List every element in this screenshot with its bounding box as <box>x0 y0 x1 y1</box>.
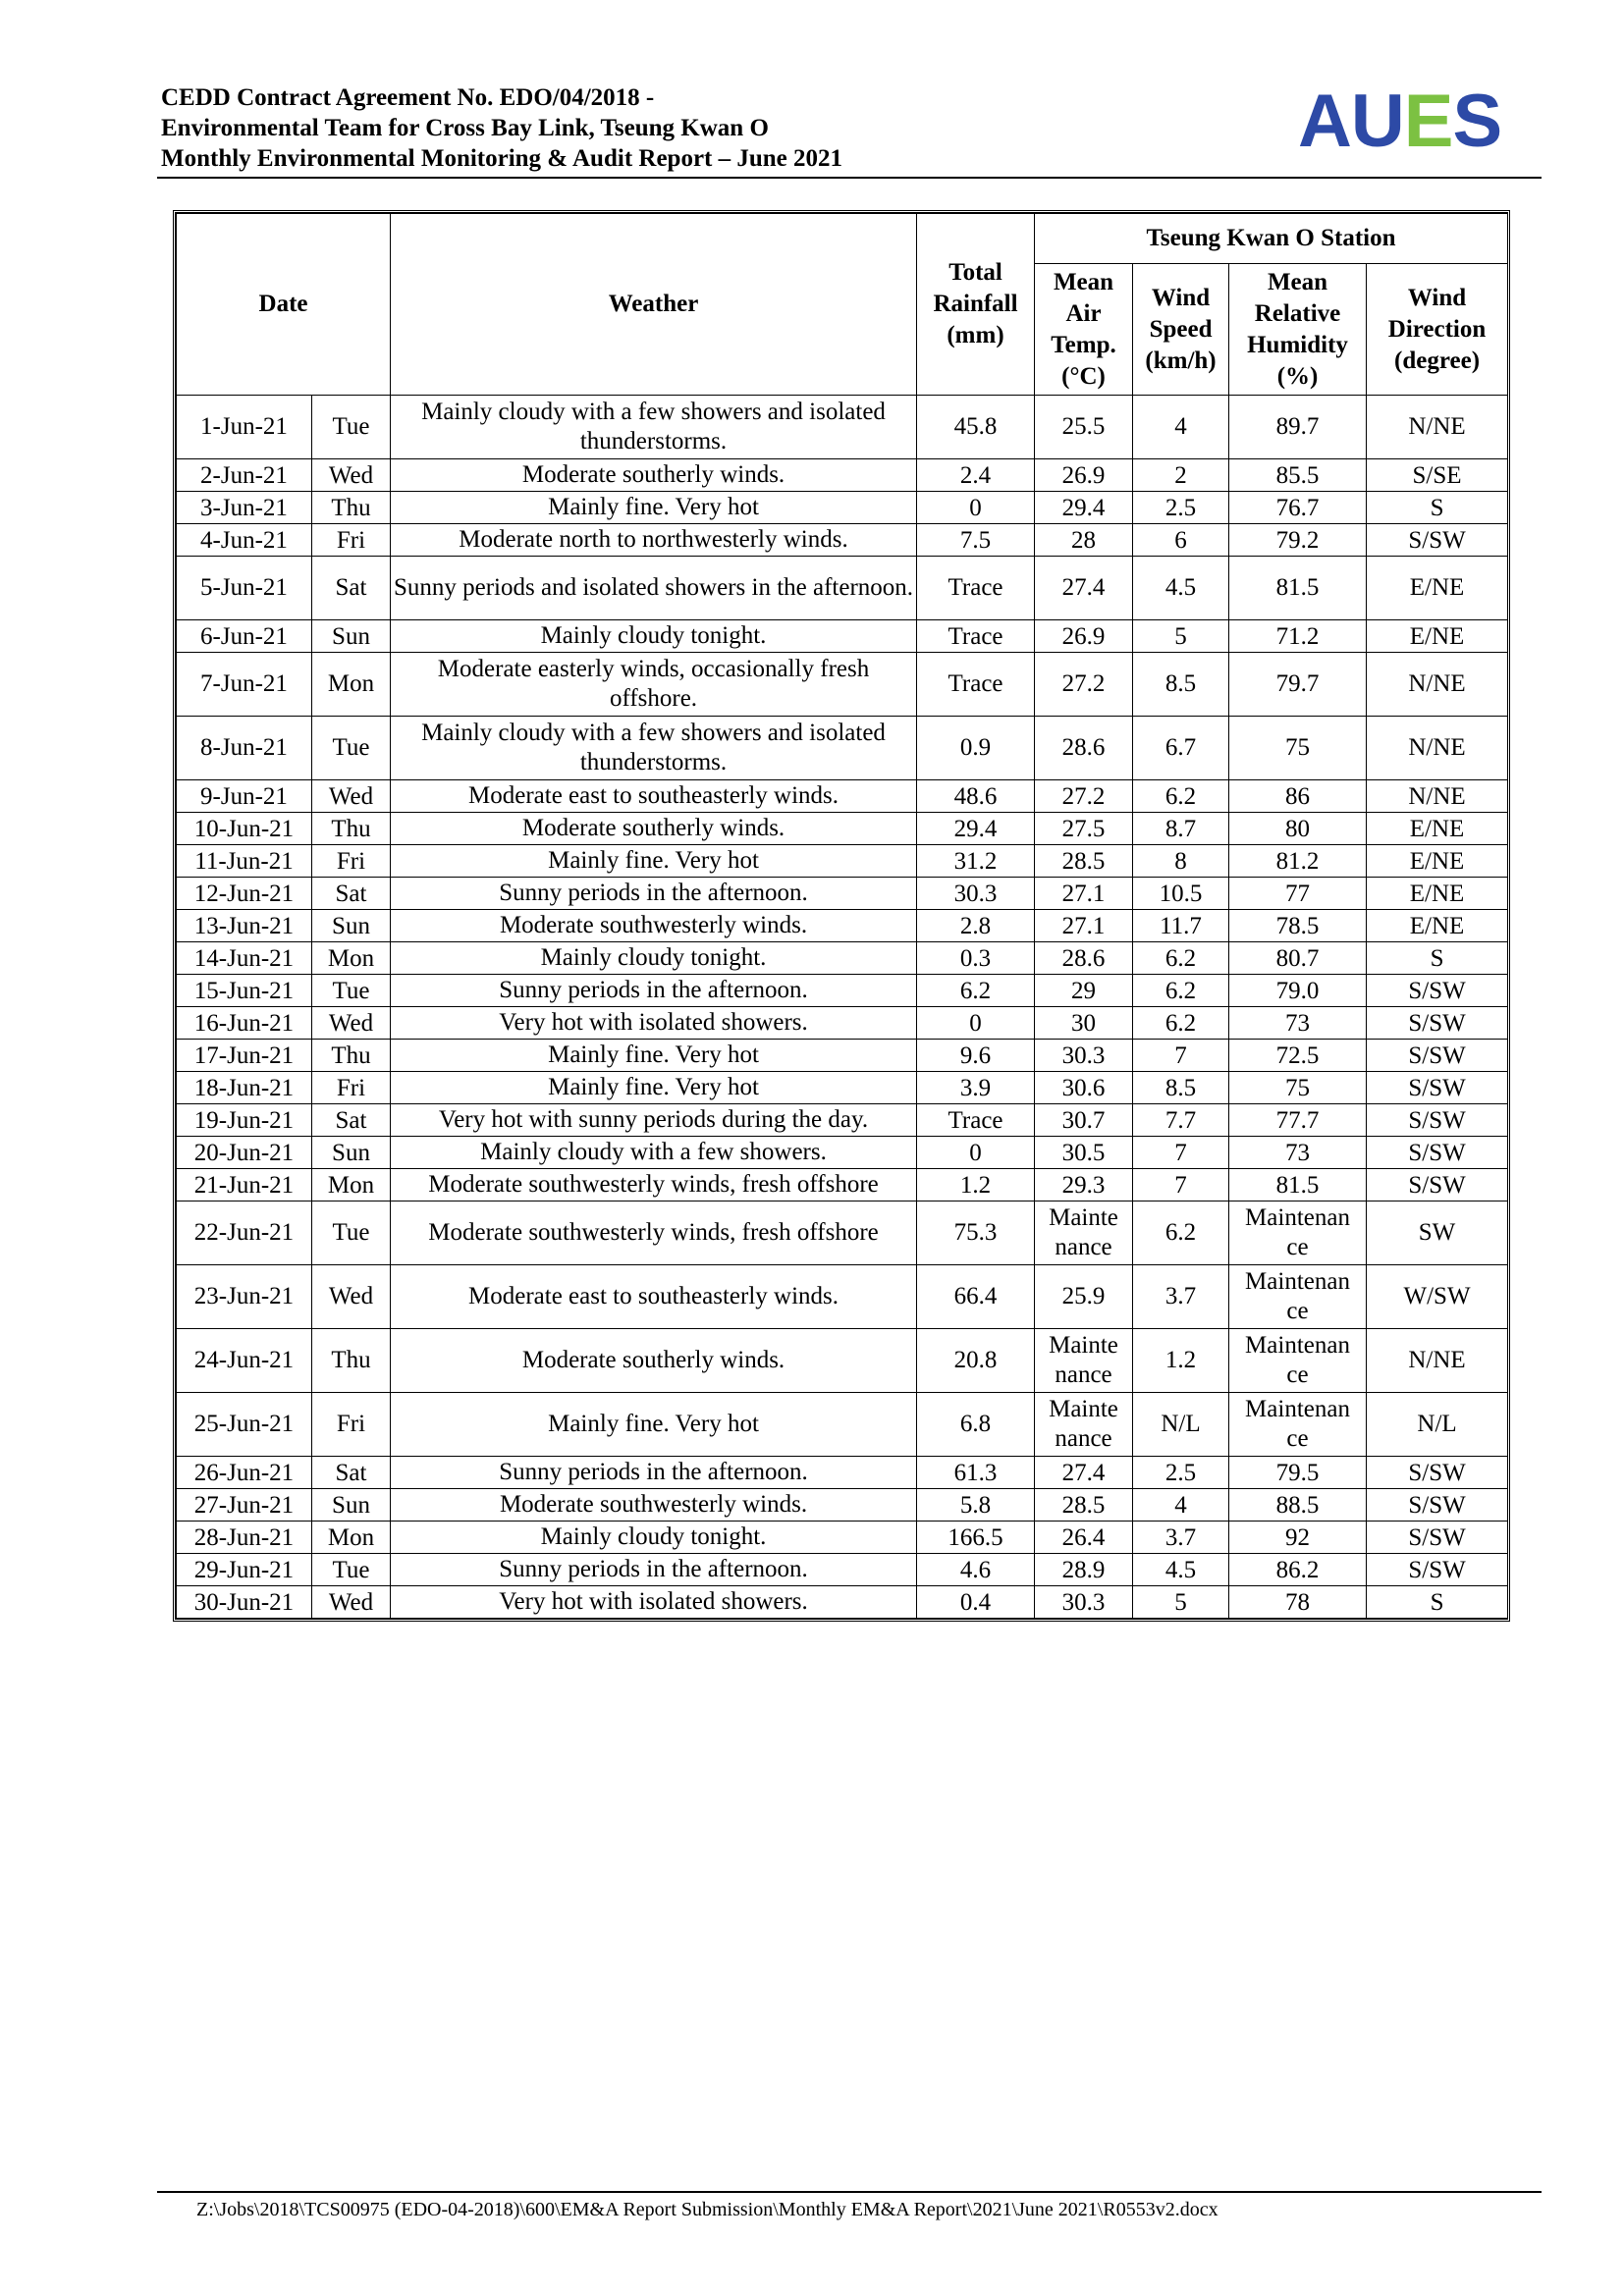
cell-temp: Mainte nance <box>1035 1393 1133 1457</box>
cell-temp: 28.9 <box>1035 1554 1133 1586</box>
cell-date: 11-Jun-21 <box>177 845 312 878</box>
footer-divider <box>157 2191 1542 2193</box>
cell-rainfall: 166.5 <box>917 1522 1035 1554</box>
cell-temp: 28.6 <box>1035 717 1133 780</box>
cell-humidity: 77 <box>1229 878 1367 910</box>
cell-rainfall: 0.3 <box>917 942 1035 975</box>
cell-date: 24-Jun-21 <box>177 1329 312 1393</box>
team-title: Environmental Team for Cross Bay Link, Tseung Kwan O <box>161 115 769 141</box>
cell-date: 1-Jun-21 <box>177 396 312 459</box>
cell-humidity: 81.5 <box>1229 557 1367 620</box>
cell-date: 3-Jun-21 <box>177 492 312 524</box>
cell-rainfall: 61.3 <box>917 1457 1035 1489</box>
cell-day: Sat <box>312 1457 391 1489</box>
cell-weather: Sunny periods in the afternoon. <box>391 878 917 910</box>
cell-rainfall: Trace <box>917 1104 1035 1137</box>
cell-day: Sun <box>312 620 391 653</box>
cell-day: Fri <box>312 845 391 878</box>
table-row <box>177 1265 1508 1329</box>
cell-wind-speed: 6 <box>1133 524 1229 557</box>
cell-wind-speed: 6.2 <box>1133 1201 1229 1265</box>
station-header: Tseung Kwan O Station <box>1035 214 1508 264</box>
table-row <box>177 1104 1508 1137</box>
cell-day: Sat <box>312 878 391 910</box>
cell-rainfall: 31.2 <box>917 845 1035 878</box>
cell-humidity: 75 <box>1229 1072 1367 1104</box>
cell-temp: 27.1 <box>1035 910 1133 942</box>
cell-wind-direction: S/SW <box>1367 1522 1508 1554</box>
cell-weather: Moderate north to northwesterly winds. <box>391 524 917 557</box>
cell-rainfall: 5.8 <box>917 1489 1035 1522</box>
col-header-weather: Weather <box>391 214 917 396</box>
cell-day: Fri <box>312 524 391 557</box>
cell-wind-direction: S/SE <box>1367 459 1508 492</box>
table-row <box>177 459 1508 492</box>
cell-day: Fri <box>312 1393 391 1457</box>
cell-day: Wed <box>312 1265 391 1329</box>
cell-temp: 29.4 <box>1035 492 1133 524</box>
table-row <box>177 492 1508 524</box>
table-row <box>177 396 1508 459</box>
cell-temp: 30.7 <box>1035 1104 1133 1137</box>
cell-wind-direction: N/NE <box>1367 396 1508 459</box>
cell-wind-direction: S/SW <box>1367 1072 1508 1104</box>
cell-date: 23-Jun-21 <box>177 1265 312 1329</box>
cell-date: 27-Jun-21 <box>177 1489 312 1522</box>
cell-weather: Mainly cloudy with a few showers. <box>391 1137 917 1169</box>
cell-wind-direction: E/NE <box>1367 557 1508 620</box>
table-row <box>177 717 1508 780</box>
cell-day: Sat <box>312 557 391 620</box>
cell-wind-direction: E/NE <box>1367 620 1508 653</box>
cell-wind-speed: 1.2 <box>1133 1329 1229 1393</box>
cell-weather: Mainly fine. Very hot <box>391 845 917 878</box>
cell-date: 2-Jun-21 <box>177 459 312 492</box>
cell-wind-direction: S <box>1367 942 1508 975</box>
cell-wind-direction: N/L <box>1367 1393 1508 1457</box>
cell-weather: Very hot with isolated showers. <box>391 1586 917 1619</box>
cell-day: Sun <box>312 910 391 942</box>
cell-wind-direction: S/SW <box>1367 1104 1508 1137</box>
cell-wind-direction: S/SW <box>1367 1457 1508 1489</box>
cell-weather: Mainly cloudy with a few showers and isolated thunderstorms. <box>391 717 917 780</box>
cell-humidity: 92 <box>1229 1522 1367 1554</box>
cell-rainfall: Trace <box>917 557 1035 620</box>
table-row <box>177 813 1508 845</box>
col-header-wind-speed: Wind Speed (km/h) <box>1133 264 1229 396</box>
cell-day: Wed <box>312 780 391 813</box>
table-row <box>177 1169 1508 1201</box>
cell-temp: 28.6 <box>1035 942 1133 975</box>
cell-rainfall: 2.4 <box>917 459 1035 492</box>
cell-rainfall: 48.6 <box>917 780 1035 813</box>
col-header-wind-direction: Wind Direction (degree) <box>1367 264 1508 396</box>
table-row <box>177 910 1508 942</box>
cell-wind-speed: 7 <box>1133 1040 1229 1072</box>
cell-weather: Moderate east to southeasterly winds. <box>391 780 917 813</box>
cell-rainfall: 6.2 <box>917 975 1035 1007</box>
cell-rainfall: 0 <box>917 1137 1035 1169</box>
cell-rainfall: 66.4 <box>917 1265 1035 1329</box>
table-row <box>177 1586 1508 1619</box>
cell-temp: 26.9 <box>1035 620 1133 653</box>
cell-weather: Mainly cloudy tonight. <box>391 620 917 653</box>
table-row <box>177 878 1508 910</box>
cell-weather: Moderate southwesterly winds. <box>391 1489 917 1522</box>
cell-day: Fri <box>312 1072 391 1104</box>
table-row <box>177 1201 1508 1265</box>
cell-date: 21-Jun-21 <box>177 1169 312 1201</box>
cell-date: 22-Jun-21 <box>177 1201 312 1265</box>
table-row <box>177 1489 1508 1522</box>
cell-date: 30-Jun-21 <box>177 1586 312 1619</box>
cell-wind-speed: 8.5 <box>1133 653 1229 717</box>
cell-day: Mon <box>312 1169 391 1201</box>
cell-date: 8-Jun-21 <box>177 717 312 780</box>
cell-humidity: 85.5 <box>1229 459 1367 492</box>
cell-day: Thu <box>312 1040 391 1072</box>
cell-humidity: Maintenan ce <box>1229 1265 1367 1329</box>
cell-wind-direction: E/NE <box>1367 910 1508 942</box>
cell-wind-speed: 6.2 <box>1133 975 1229 1007</box>
cell-wind-speed: 6.2 <box>1133 942 1229 975</box>
cell-humidity: Maintenan ce <box>1229 1201 1367 1265</box>
cell-humidity: 78.5 <box>1229 910 1367 942</box>
cell-temp: 30 <box>1035 1007 1133 1040</box>
cell-temp: Mainte nance <box>1035 1329 1133 1393</box>
cell-wind-direction: N/NE <box>1367 653 1508 717</box>
cell-day: Thu <box>312 1329 391 1393</box>
cell-date: 17-Jun-21 <box>177 1040 312 1072</box>
cell-wind-direction: S/SW <box>1367 524 1508 557</box>
cell-wind-speed: 8.7 <box>1133 813 1229 845</box>
cell-wind-speed: 3.7 <box>1133 1522 1229 1554</box>
report-title: Monthly Environmental Monitoring & Audit Report – June 2021 <box>161 145 843 172</box>
table-row <box>177 1554 1508 1586</box>
cell-wind-direction: W/SW <box>1367 1265 1508 1329</box>
cell-wind-speed: 3.7 <box>1133 1265 1229 1329</box>
cell-wind-direction: E/NE <box>1367 813 1508 845</box>
cell-temp: 29.3 <box>1035 1169 1133 1201</box>
cell-date: 29-Jun-21 <box>177 1554 312 1586</box>
cell-wind-speed: 2.5 <box>1133 492 1229 524</box>
cell-temp: 27.4 <box>1035 557 1133 620</box>
table-row <box>177 942 1508 975</box>
cell-weather: Sunny periods in the afternoon. <box>391 975 917 1007</box>
cell-wind-direction: S/SW <box>1367 1040 1508 1072</box>
weather-table-container <box>173 210 1510 1622</box>
cell-temp: 27.2 <box>1035 780 1133 813</box>
cell-rainfall: 0.9 <box>917 717 1035 780</box>
cell-weather: Moderate east to southeasterly winds. <box>391 1265 917 1329</box>
cell-temp: 29 <box>1035 975 1133 1007</box>
cell-rainfall: 29.4 <box>917 813 1035 845</box>
cell-weather: Very hot with isolated showers. <box>391 1007 917 1040</box>
cell-weather: Mainly cloudy tonight. <box>391 942 917 975</box>
weather-table-body <box>177 396 1508 1619</box>
table-row <box>177 1457 1508 1489</box>
cell-wind-direction: N/NE <box>1367 780 1508 813</box>
cell-temp: 28.5 <box>1035 845 1133 878</box>
cell-rainfall: 0.4 <box>917 1586 1035 1619</box>
table-row <box>177 1040 1508 1072</box>
cell-temp: 27.5 <box>1035 813 1133 845</box>
cell-wind-speed: 7 <box>1133 1169 1229 1201</box>
cell-wind-speed: 5 <box>1133 1586 1229 1619</box>
cell-temp: 28.5 <box>1035 1489 1133 1522</box>
cell-day: Sun <box>312 1137 391 1169</box>
table-row <box>177 1072 1508 1104</box>
cell-wind-direction: SW <box>1367 1201 1508 1265</box>
cell-rainfall: 2.8 <box>917 910 1035 942</box>
cell-wind-speed: 6.7 <box>1133 717 1229 780</box>
cell-date: 25-Jun-21 <box>177 1393 312 1457</box>
cell-day: Sat <box>312 1104 391 1137</box>
table-row <box>177 1137 1508 1169</box>
cell-wind-speed: 2 <box>1133 459 1229 492</box>
cell-humidity: 77.7 <box>1229 1104 1367 1137</box>
cell-wind-speed: 8.5 <box>1133 1072 1229 1104</box>
col-header-rainfall: Total Rainfall (mm) <box>917 214 1035 396</box>
cell-weather: Moderate southwesterly winds. <box>391 910 917 942</box>
cell-date: 16-Jun-21 <box>177 1007 312 1040</box>
cell-temp: Mainte nance <box>1035 1201 1133 1265</box>
cell-date: 19-Jun-21 <box>177 1104 312 1137</box>
cell-weather: Mainly cloudy tonight. <box>391 1522 917 1554</box>
cell-wind-speed: 7.7 <box>1133 1104 1229 1137</box>
cell-wind-direction: S/SW <box>1367 1137 1508 1169</box>
cell-date: 15-Jun-21 <box>177 975 312 1007</box>
cell-wind-speed: 4 <box>1133 396 1229 459</box>
cell-date: 9-Jun-21 <box>177 780 312 813</box>
table-row <box>177 780 1508 813</box>
cell-humidity: 79.0 <box>1229 975 1367 1007</box>
cell-weather: Sunny periods and isolated showers in the afternoon. <box>391 557 917 620</box>
cell-date: 4-Jun-21 <box>177 524 312 557</box>
cell-rainfall: 4.6 <box>917 1554 1035 1586</box>
cell-wind-direction: E/NE <box>1367 845 1508 878</box>
cell-date: 28-Jun-21 <box>177 1522 312 1554</box>
table-row <box>177 1007 1508 1040</box>
cell-temp: 30.5 <box>1035 1137 1133 1169</box>
cell-day: Mon <box>312 1522 391 1554</box>
cell-wind-speed: 4 <box>1133 1489 1229 1522</box>
cell-humidity: 80 <box>1229 813 1367 845</box>
cell-date: 14-Jun-21 <box>177 942 312 975</box>
cell-day: Mon <box>312 942 391 975</box>
cell-humidity: 86 <box>1229 780 1367 813</box>
cell-rainfall: Trace <box>917 620 1035 653</box>
cell-weather: Mainly cloudy with a few showers and isolated thunderstorms. <box>391 396 917 459</box>
cell-wind-speed: 6.2 <box>1133 1007 1229 1040</box>
cell-rainfall: 45.8 <box>917 396 1035 459</box>
cell-day: Tue <box>312 396 391 459</box>
cell-humidity: 72.5 <box>1229 1040 1367 1072</box>
cell-humidity: 79.7 <box>1229 653 1367 717</box>
cell-humidity: 78 <box>1229 1586 1367 1619</box>
cell-wind-direction: N/NE <box>1367 717 1508 780</box>
cell-rainfall: 75.3 <box>917 1201 1035 1265</box>
cell-date: 26-Jun-21 <box>177 1457 312 1489</box>
cell-wind-direction: S/SW <box>1367 1169 1508 1201</box>
cell-rainfall: 30.3 <box>917 878 1035 910</box>
cell-day: Thu <box>312 492 391 524</box>
cell-humidity: 73 <box>1229 1007 1367 1040</box>
weather-table <box>176 213 1508 1619</box>
cell-wind-direction: S/SW <box>1367 975 1508 1007</box>
cell-humidity: 79.5 <box>1229 1457 1367 1489</box>
cell-humidity: 76.7 <box>1229 492 1367 524</box>
table-row <box>177 1522 1508 1554</box>
cell-day: Wed <box>312 1007 391 1040</box>
cell-temp: 30.6 <box>1035 1072 1133 1104</box>
col-header-date: Date <box>177 214 391 396</box>
cell-rainfall: 0 <box>917 492 1035 524</box>
cell-weather: Moderate southwesterly winds, fresh offshore <box>391 1201 917 1265</box>
cell-wind-speed: N/L <box>1133 1393 1229 1457</box>
table-row <box>177 845 1508 878</box>
cell-humidity: 71.2 <box>1229 620 1367 653</box>
cell-day: Wed <box>312 1586 391 1619</box>
cell-humidity: 81.5 <box>1229 1169 1367 1201</box>
cell-temp: 27.1 <box>1035 878 1133 910</box>
cell-weather: Mainly fine. Very hot <box>391 1040 917 1072</box>
cell-weather: Moderate southerly winds. <box>391 459 917 492</box>
cell-weather: Moderate southwesterly winds, fresh offshore <box>391 1169 917 1201</box>
cell-humidity: Maintenan ce <box>1229 1329 1367 1393</box>
cell-temp: 25.9 <box>1035 1265 1133 1329</box>
cell-rainfall: 20.8 <box>917 1329 1035 1393</box>
table-row <box>177 975 1508 1007</box>
table-row <box>177 1393 1508 1457</box>
cell-humidity: 79.2 <box>1229 524 1367 557</box>
table-row <box>177 524 1508 557</box>
cell-humidity: 81.2 <box>1229 845 1367 878</box>
cell-wind-direction: S/SW <box>1367 1554 1508 1586</box>
cell-rainfall: 7.5 <box>917 524 1035 557</box>
cell-date: 6-Jun-21 <box>177 620 312 653</box>
cell-date: 20-Jun-21 <box>177 1137 312 1169</box>
cell-temp: 27.4 <box>1035 1457 1133 1489</box>
cell-day: Sun <box>312 1489 391 1522</box>
cell-temp: 30.3 <box>1035 1040 1133 1072</box>
cell-day: Wed <box>312 459 391 492</box>
aues-logo: AUES <box>1298 80 1502 163</box>
cell-rainfall: 3.9 <box>917 1072 1035 1104</box>
cell-weather: Sunny periods in the afternoon. <box>391 1554 917 1586</box>
cell-temp: 27.2 <box>1035 653 1133 717</box>
cell-wind-speed: 4.5 <box>1133 1554 1229 1586</box>
cell-day: Thu <box>312 813 391 845</box>
cell-humidity: Maintenan ce <box>1229 1393 1367 1457</box>
cell-humidity: 75 <box>1229 717 1367 780</box>
cell-day: Tue <box>312 975 391 1007</box>
cell-rainfall: 6.8 <box>917 1393 1035 1457</box>
cell-wind-direction: S/SW <box>1367 1489 1508 1522</box>
header-divider <box>157 177 1542 179</box>
cell-wind-speed: 10.5 <box>1133 878 1229 910</box>
cell-wind-speed: 2.5 <box>1133 1457 1229 1489</box>
cell-wind-direction: E/NE <box>1367 878 1508 910</box>
cell-wind-speed: 5 <box>1133 620 1229 653</box>
cell-weather: Very hot with sunny periods during the day. <box>391 1104 917 1137</box>
cell-weather: Mainly fine. Very hot <box>391 1072 917 1104</box>
cell-wind-direction: S <box>1367 492 1508 524</box>
cell-date: 12-Jun-21 <box>177 878 312 910</box>
cell-weather: Mainly fine. Very hot <box>391 492 917 524</box>
cell-wind-direction: S/SW <box>1367 1007 1508 1040</box>
col-header-humidity: Mean Relative Humidity (%) <box>1229 264 1367 396</box>
cell-rainfall: 9.6 <box>917 1040 1035 1072</box>
file-path: Z:\Jobs\2018\TCS00975 (EDO-04-2018)\600\EM&A Report Submission\Monthly EM&A Report\2021\June 2021\R0553v2.docx <box>196 2199 1218 2220</box>
cell-temp: 25.5 <box>1035 396 1133 459</box>
table-row <box>177 653 1508 717</box>
cell-day: Tue <box>312 717 391 780</box>
cell-wind-direction: N/NE <box>1367 1329 1508 1393</box>
col-header-temp: Mean Air Temp. (°C) <box>1035 264 1133 396</box>
cell-rainfall: Trace <box>917 653 1035 717</box>
cell-humidity: 86.2 <box>1229 1554 1367 1586</box>
cell-wind-speed: 6.2 <box>1133 780 1229 813</box>
cell-date: 7-Jun-21 <box>177 653 312 717</box>
cell-wind-speed: 11.7 <box>1133 910 1229 942</box>
cell-date: 13-Jun-21 <box>177 910 312 942</box>
cell-day: Mon <box>312 653 391 717</box>
cell-date: 18-Jun-21 <box>177 1072 312 1104</box>
cell-weather: Moderate southerly winds. <box>391 813 917 845</box>
cell-wind-speed: 7 <box>1133 1137 1229 1169</box>
cell-rainfall: 1.2 <box>917 1169 1035 1201</box>
cell-weather: Mainly fine. Very hot <box>391 1393 917 1457</box>
cell-wind-direction: S <box>1367 1586 1508 1619</box>
table-row <box>177 620 1508 653</box>
cell-weather: Moderate southerly winds. <box>391 1329 917 1393</box>
cell-day: Tue <box>312 1554 391 1586</box>
cell-temp: 28 <box>1035 524 1133 557</box>
cell-wind-speed: 4.5 <box>1133 557 1229 620</box>
cell-humidity: 89.7 <box>1229 396 1367 459</box>
cell-temp: 30.3 <box>1035 1586 1133 1619</box>
cell-humidity: 80.7 <box>1229 942 1367 975</box>
cell-date: 5-Jun-21 <box>177 557 312 620</box>
cell-rainfall: 0 <box>917 1007 1035 1040</box>
cell-humidity: 88.5 <box>1229 1489 1367 1522</box>
cell-humidity: 73 <box>1229 1137 1367 1169</box>
cell-date: 10-Jun-21 <box>177 813 312 845</box>
cell-temp: 26.4 <box>1035 1522 1133 1554</box>
contract-title: CEDD Contract Agreement No. EDO/04/2018 - <box>161 84 655 111</box>
cell-weather: Sunny periods in the afternoon. <box>391 1457 917 1489</box>
cell-weather: Moderate easterly winds, occasionally fresh offshore. <box>391 653 917 717</box>
cell-day: Tue <box>312 1201 391 1265</box>
table-row <box>177 1329 1508 1393</box>
cell-temp: 26.9 <box>1035 459 1133 492</box>
cell-wind-speed: 8 <box>1133 845 1229 878</box>
table-row <box>177 557 1508 620</box>
